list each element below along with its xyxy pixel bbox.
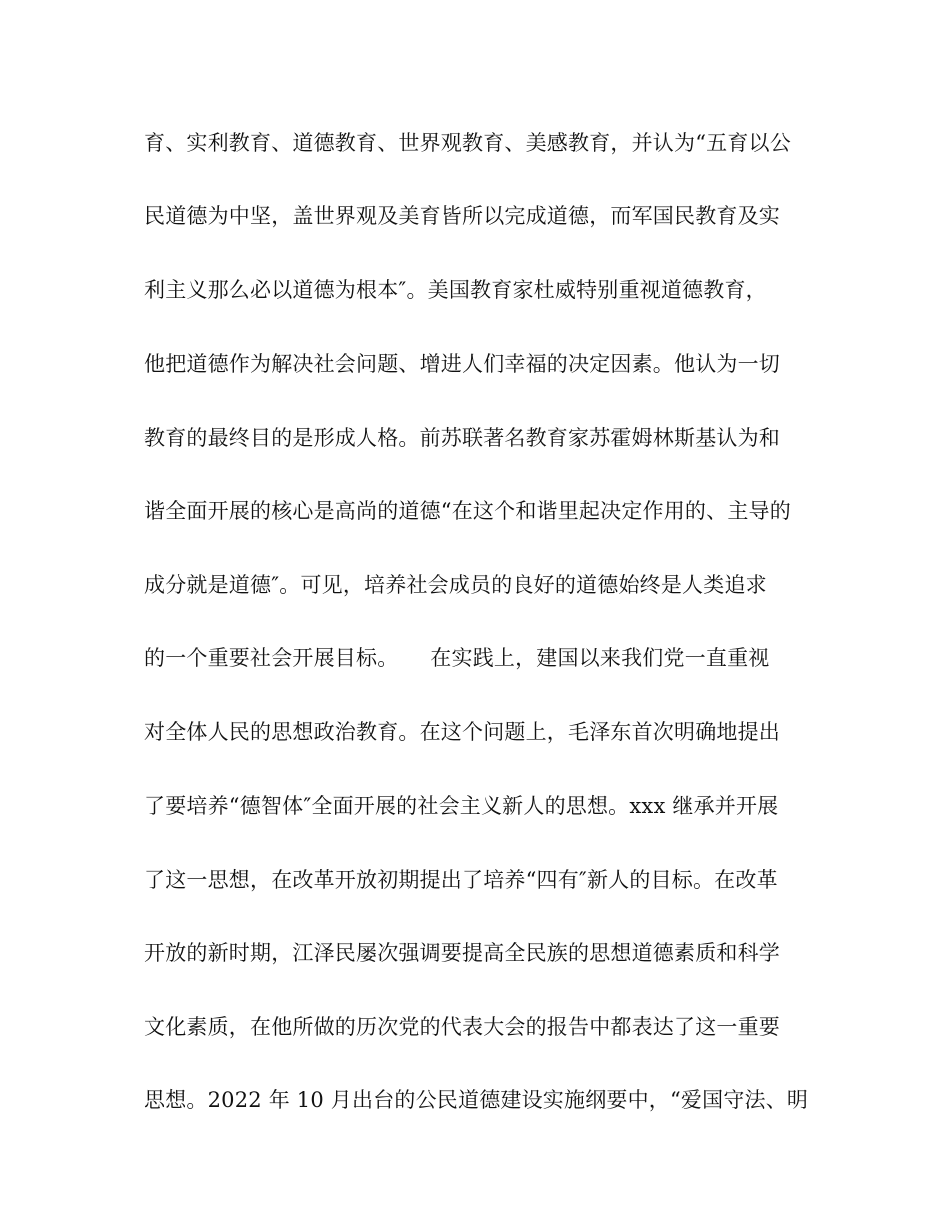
text-line: 文化素质，在他所做的历次党的代表大会的报告中都表达了这一重要: [144, 1015, 780, 1039]
text-line: 开放的新时期，江泽民屡次强调要提高全民族的思想道德素质和科学: [144, 941, 780, 965]
text-line: 思想。2022 年 10 月出台的公民道德建设实施纲要中，“爱国守法、明: [144, 1088, 809, 1112]
text-line: 对全体人民的思想政治教育。在这个问题上，毛泽东首次明确地提出: [144, 720, 780, 744]
text-line: 他把道德作为解决社会问题、增进人们幸福的决定因素。他认为一切: [144, 352, 780, 376]
text-line: 谐全面开展的核心是高尚的道德“在这个和谐里起决定作用的、主导的: [144, 499, 791, 523]
text-line: 利主义那么必以道德为根本″。美国教育家杜威特别重视道德教育，: [144, 278, 767, 302]
text-line: 了这一思想，在改革开放初期提出了培养“四有″新人的目标。在改革: [144, 868, 778, 892]
text-line: 了要培养“德智体″全面开展的社会主义新人的思想。xxx 继承并开展: [144, 794, 779, 818]
text-line: 成分就是道德″。可见，培养社会成员的良好的道德始终是人类追求: [144, 573, 767, 597]
text-line: 民道德为中坚，盖世界观及美育皆所以完成道德，而军国民教育及实: [144, 204, 780, 228]
text-line: 育、实利教育、道德教育、世界观教育、美感教育，并认为“五育以公: [144, 131, 791, 155]
text-line: 的一个重要社会开展目标。 在实践上，建国以来我们党一直重视: [144, 646, 770, 670]
text-line: 教育的最终目的是形成人格。前苏联著名教育家苏霍姆林斯基认为和: [144, 426, 780, 450]
